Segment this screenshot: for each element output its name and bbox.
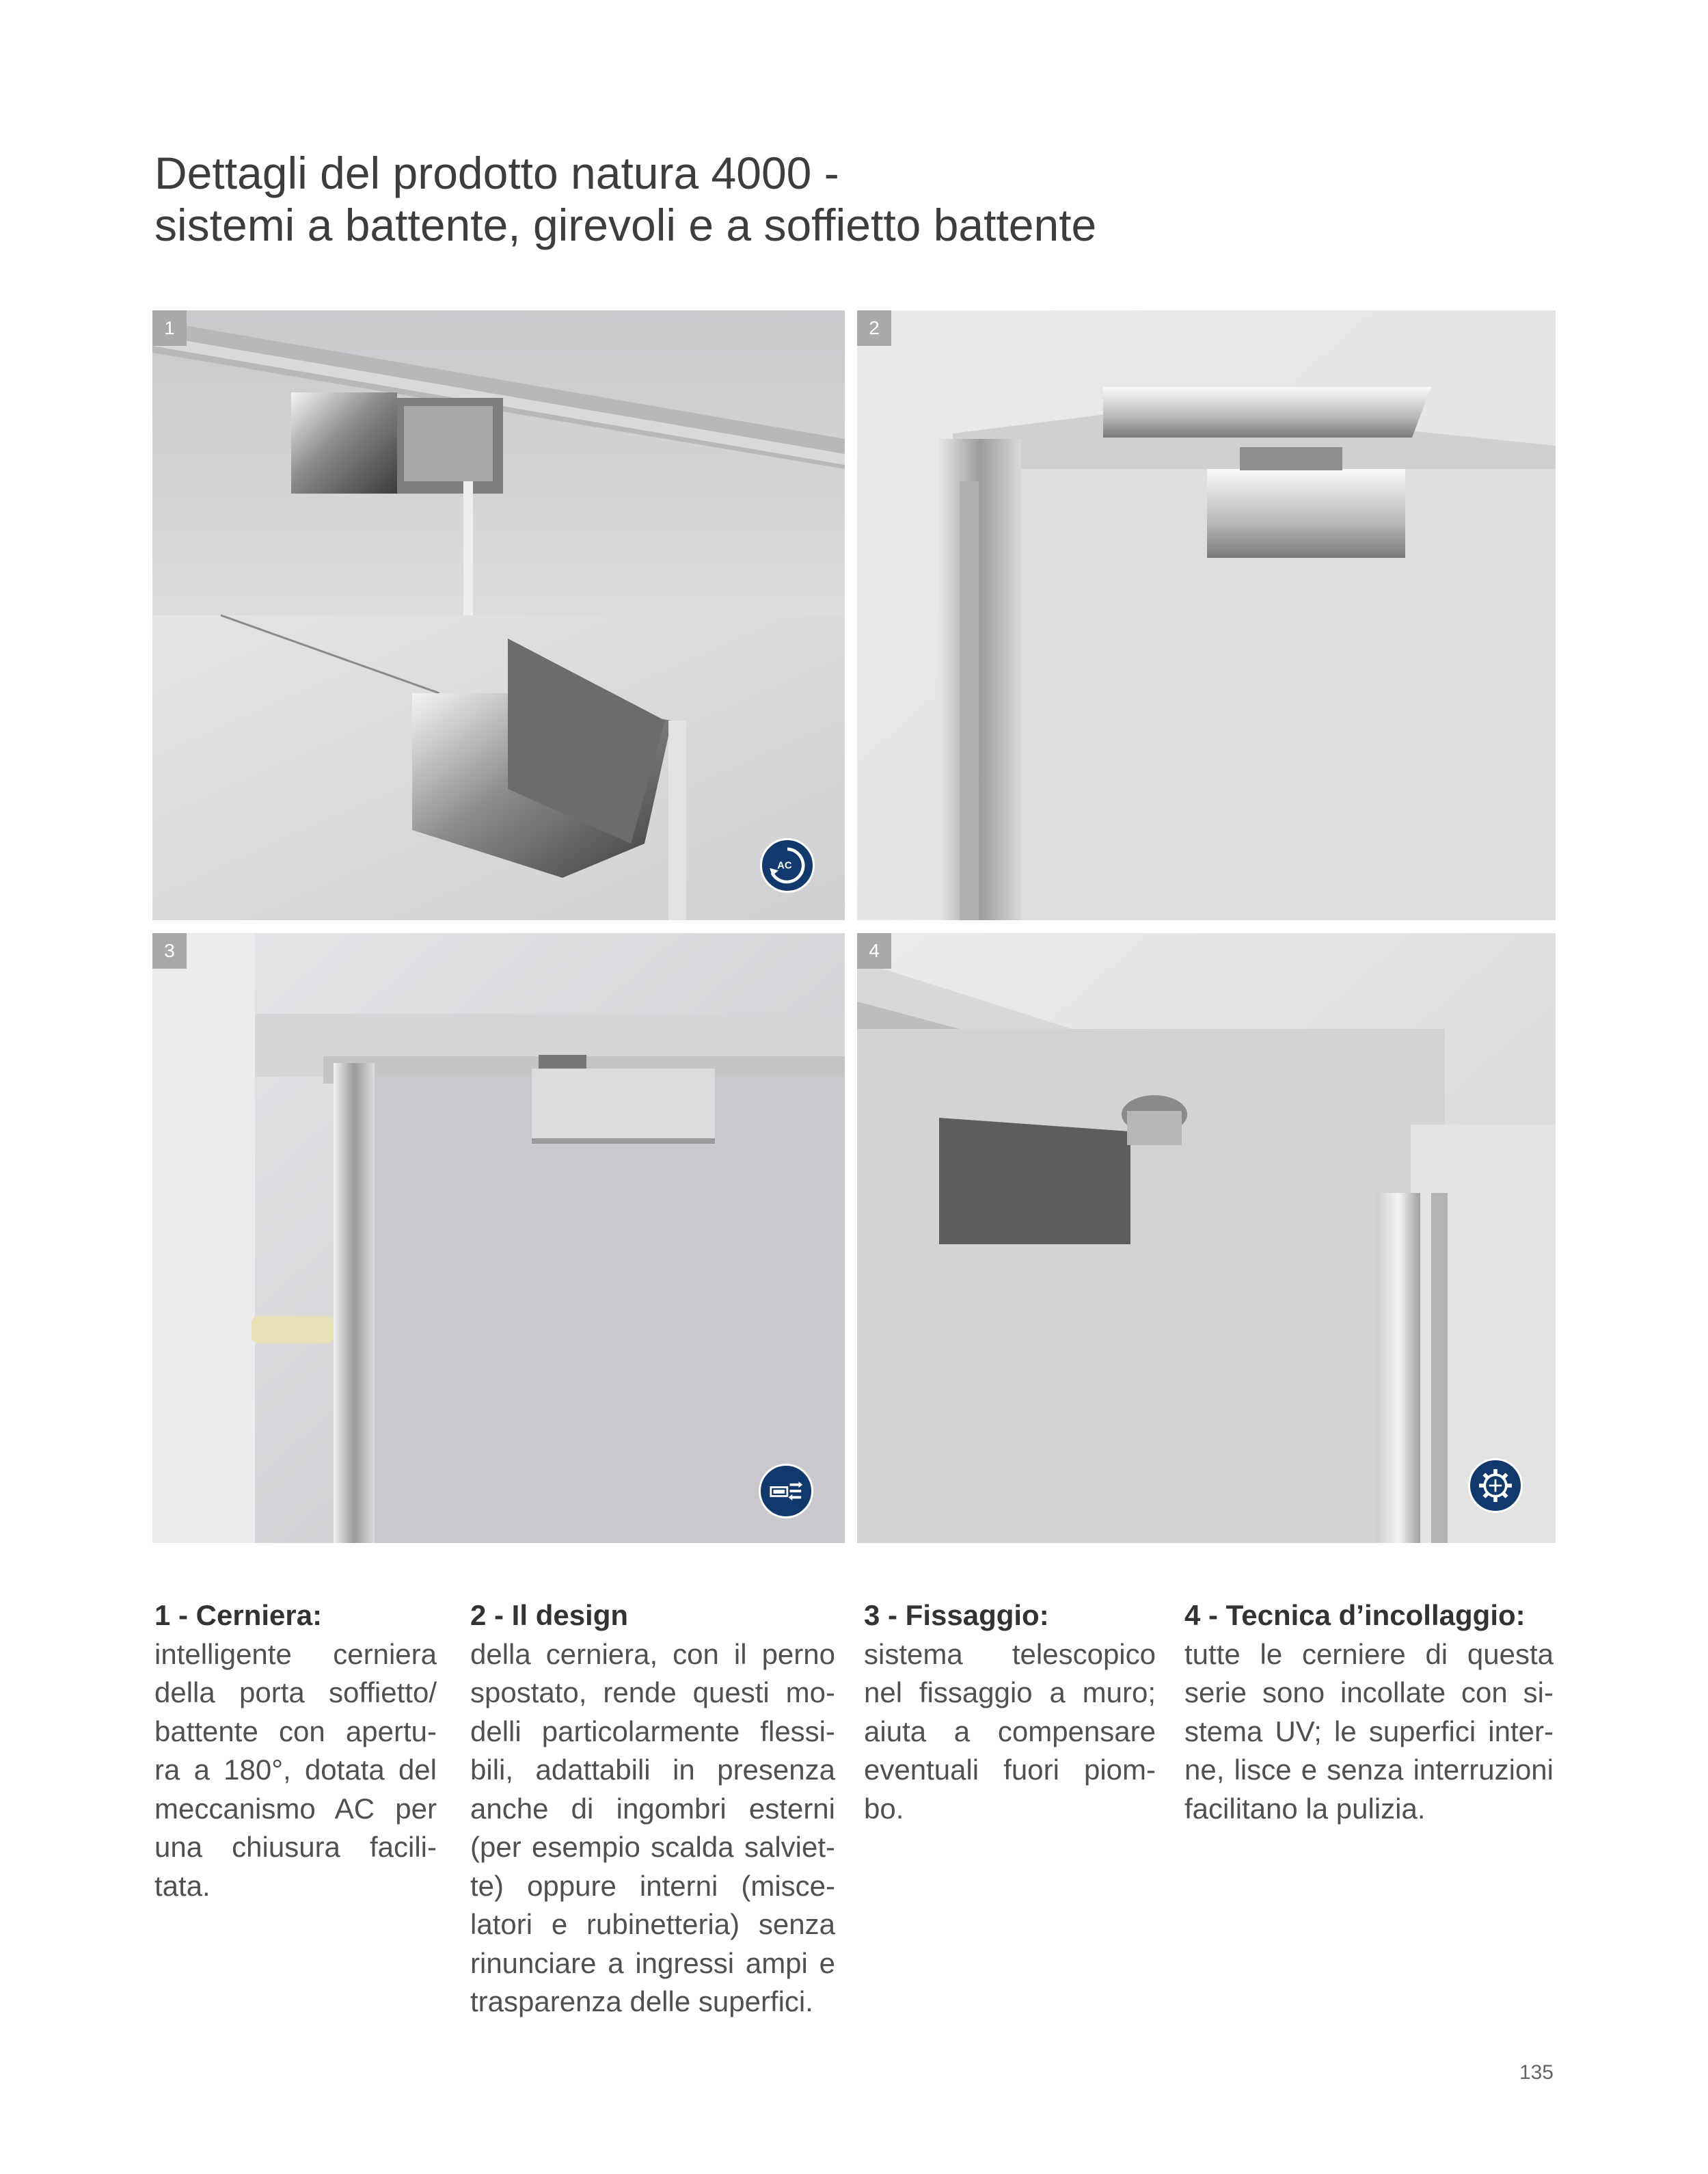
hinge-photo-3 <box>152 933 845 1543</box>
photo-bonding-technique <box>857 933 1556 1543</box>
caption-heading: 4 - Tecnica d’incollaggio: <box>1184 1599 1526 1631</box>
caption-design <box>470 1596 835 2022</box>
caption-line: tutte le cerniere di questa <box>1184 1637 1554 1670</box>
caption-fissaggio <box>864 1596 1156 1828</box>
caption-heading: 3 - Fissaggio: <box>864 1599 1049 1631</box>
caption-line: sistema telescopico <box>864 1637 1156 1670</box>
caption-line: facilitano la pulizia. <box>1184 1792 1426 1825</box>
caption-line: eventuali fuori piom- <box>864 1754 1156 1786</box>
title-line-2: sistemi a battente, girevoli e a soffietto battente <box>154 200 1097 250</box>
caption-line: trasparenza delle superfici. <box>470 1985 813 2017</box>
caption-line: una chiusura facili- <box>154 1831 437 1863</box>
photo-wall-fixing <box>152 933 845 1543</box>
caption-line: tata. <box>154 1869 211 1902</box>
caption-line: spostato, rende questi mo- <box>470 1676 835 1708</box>
caption-heading: 2 - Il design <box>470 1599 629 1631</box>
caption-line: bo. <box>864 1792 904 1825</box>
caption-line: te) oppure interni (misce- <box>470 1869 835 1902</box>
caption-line: bili, adattabili in presenza <box>470 1754 835 1786</box>
hinge-photo-2 <box>857 310 1556 920</box>
caption-line: della cerniera, con il perno <box>470 1637 835 1670</box>
caption-line: della porta soffietto/ <box>154 1676 437 1708</box>
panel-number-1: 1 <box>152 310 187 346</box>
caption-line: ne, lisce e senza interruzioni <box>1184 1754 1554 1786</box>
page-number: 135 <box>1519 2061 1554 2084</box>
caption-line: (per esempio scalda salviet- <box>470 1831 835 1863</box>
uv-bonding-gear-icon <box>1468 1458 1523 1513</box>
caption-line: serie sono incollate con si- <box>1184 1676 1554 1708</box>
caption-incollaggio <box>1184 1596 1554 1828</box>
page-title <box>154 147 1549 251</box>
hinge-photo-1 <box>152 310 845 920</box>
photo-hinge-detail <box>152 310 845 920</box>
caption-line: anche di ingombri esterni <box>470 1792 835 1825</box>
caption-line: latori e rubinetteria) senza <box>470 1908 835 1940</box>
caption-line: meccanismo AC per <box>154 1792 437 1825</box>
caption-line: nel fissaggio a muro; <box>864 1676 1156 1708</box>
panel-number-4: 4 <box>857 933 891 969</box>
caption-line: battente con apertu- <box>154 1715 437 1747</box>
caption-line: stema UV; le superfici inter- <box>1184 1715 1554 1747</box>
title-line-1: Dettagli del prodotto natura 4000 - <box>154 148 839 198</box>
caption-cerniera <box>154 1596 437 1905</box>
caption-line: rinunciare a ingressi ampi e <box>470 1946 835 1979</box>
panel-number-2: 2 <box>857 310 891 346</box>
telescopic-adjustment-icon <box>759 1464 813 1518</box>
caption-line: delli particolarmente flessi- <box>470 1715 835 1747</box>
panel-number-3: 3 <box>152 933 187 969</box>
svg-text:AC: AC <box>777 860 792 872</box>
caption-line: ra a 180°, dotata del <box>154 1754 437 1786</box>
hinge-photo-4 <box>857 933 1556 1543</box>
photo-hinge-design <box>857 310 1556 920</box>
ac-closing-icon <box>760 838 815 893</box>
caption-heading: 1 - Cerniera: <box>154 1599 323 1631</box>
caption-line: aiuta a compensare <box>864 1715 1156 1747</box>
caption-line: intelligente cerniera <box>154 1637 437 1670</box>
